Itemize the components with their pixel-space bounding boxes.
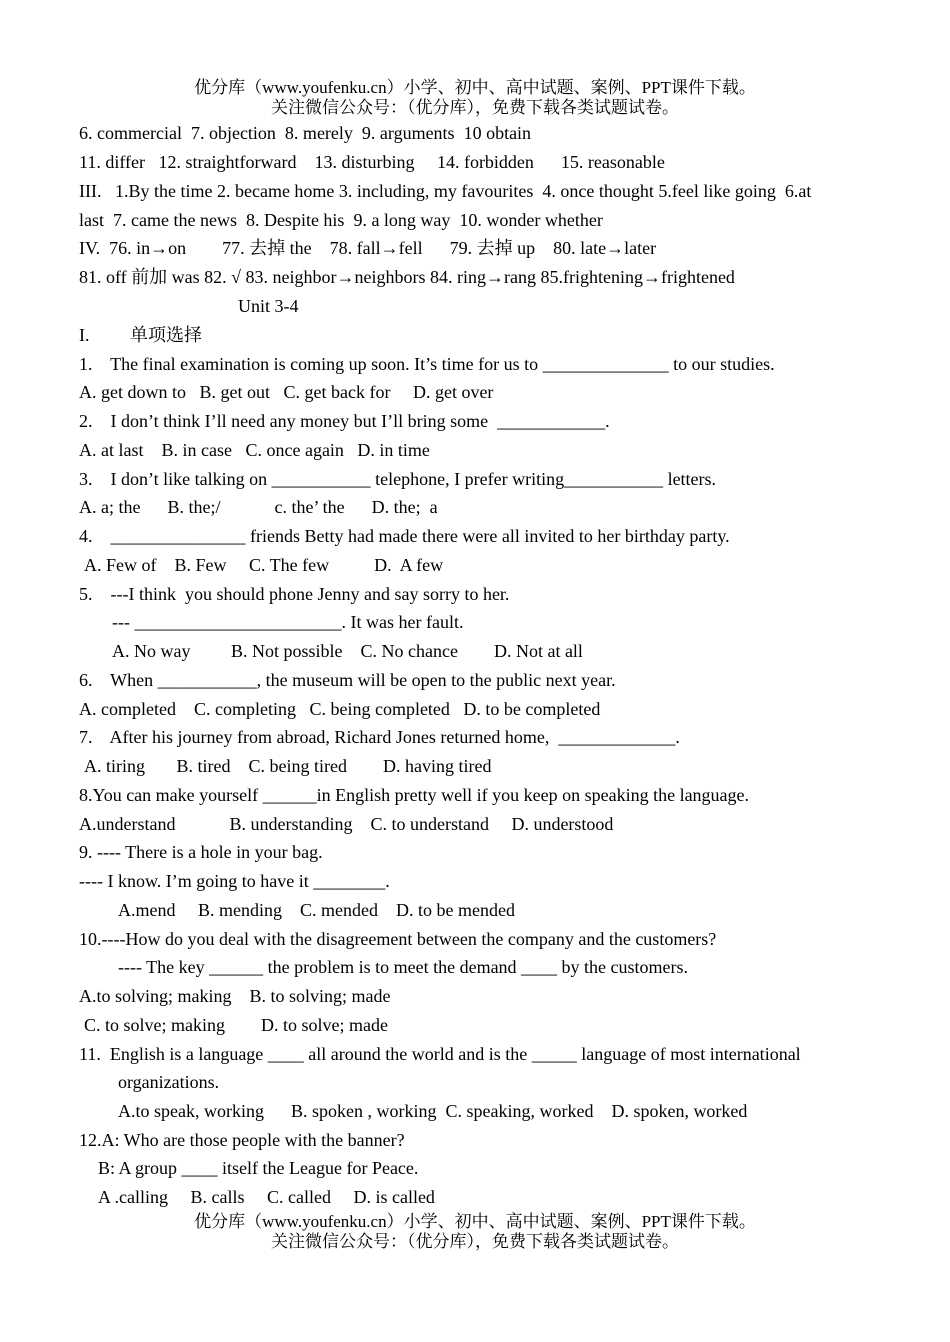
question-3: 3. I don’t like talking on ___________ telephone, I prefer writing___________ letters. <box>79 469 717 489</box>
question-11: 11. English is a language ____ all around the world and is the _____ language of most international <box>79 1044 801 1064</box>
question-12-options: A .calling B. calls C. called D. is called <box>98 1187 435 1207</box>
question-10-options-b: C. to solve; making D. to solve; made <box>84 1015 388 1035</box>
question-5-options: A. No way B. Not possible C. No chance D. Not at all <box>112 641 583 661</box>
answer-line-6: 81. off 前加 was 82. √ 83. neighbor→neighbors 84. ring→rang 85.frightening→frightened <box>79 267 735 287</box>
question-9-response: ---- I know. I’m going to have it ________. <box>79 871 390 891</box>
page-footer-line-1: 优分库（www.youfenku.cn）小学、初中、高中试题、案例、PPT课件下载。 <box>194 1212 756 1231</box>
question-10-options-a: A.to solving; making B. to solving; made <box>79 986 391 1006</box>
section-heading: I. 单项选择 <box>79 325 202 345</box>
question-6: 6. When ___________, the museum will be open to the public next year. <box>79 670 616 690</box>
question-10-response: ---- The key ______ the problem is to meet the demand ____ by the customers. <box>118 957 689 977</box>
question-8-options: A.understand B. understanding C. to understand D. understood <box>79 814 614 834</box>
question-11-continued: organizations. <box>118 1072 220 1092</box>
answer-line-1: 6. commercial 7. objection 8. merely 9. arguments 10 obtain <box>79 123 532 143</box>
question-5: 5. ---I think you should phone Jenny and say sorry to her. <box>79 584 510 604</box>
question-7: 7. After his journey from abroad, Richard Jones returned home, _____________. <box>79 727 680 747</box>
page-footer-line-2: 关注微信公众号：（优分库），免费下载各类试题试卷。 <box>271 1232 679 1251</box>
question-3-options: A. a; the B. the;/ c. the’ the D. the; a <box>79 497 438 517</box>
question-9-options: A.mend B. mending C. mended D. to be mended <box>118 900 515 920</box>
question-12-response: B: A group ____ itself the League for Peace. <box>98 1158 419 1178</box>
question-11-options: A.to speak, working B. spoken , working C. speaking, worked D. spoken, worked <box>118 1101 748 1121</box>
unit-title: Unit 3-4 <box>238 296 299 316</box>
question-12: 12.A: Who are those people with the banner? <box>79 1130 405 1150</box>
answer-line-2: 11. differ 12. straightforward 13. disturbing 14. forbidden 15. reasonable <box>79 152 665 172</box>
question-7-options: A. tiring B. tired C. being tired D. having tired <box>84 756 492 776</box>
page-header-line-2: 关注微信公众号：（优分库），免费下载各类试题试卷。 <box>271 98 679 117</box>
question-6-options: A. completed C. completing C. being completed D. to be completed <box>79 699 601 719</box>
question-10: 10.----How do you deal with the disagreement between the company and the customers? <box>79 929 717 949</box>
page-header-line-1: 优分库（www.youfenku.cn）小学、初中、高中试题、案例、PPT课件下载。 <box>194 78 756 97</box>
answer-line-5: IV. 76. in→on 77. 去掉 the 78. fall→fell 79. 去掉 up 80. late→later <box>79 238 657 258</box>
answer-line-3: III. 1.By the time 2. became home 3. including, my favourites 4. once thought 5.feel like going 6.at <box>79 181 812 201</box>
question-1-options: A. get down to B. get out C. get back for D. get over <box>79 382 494 402</box>
question-8: 8.You can make yourself ______in English pretty well if you keep on speaking the language. <box>79 785 750 805</box>
question-2: 2. I don’t think I’ll need any money but I’ll bring some ____________. <box>79 411 610 431</box>
question-1: 1. The final examination is coming up soon. It’s time for us to ______________ to our studies. <box>79 354 775 374</box>
question-2-options: A. at last B. in case C. once again D. in time <box>79 440 430 460</box>
question-9: 9. ---- There is a hole in your bag. <box>79 842 323 862</box>
question-4-options: A. Few of B. Few C. The few D. A few <box>84 555 444 575</box>
question-5-response: --- _______________________. It was her fault. <box>112 612 464 632</box>
answer-line-4: last 7. came the news 8. Despite his 9. a long way 10. wonder whether <box>79 210 603 230</box>
question-4: 4. _______________ friends Betty had made there were all invited to her birthday party. <box>79 526 730 546</box>
